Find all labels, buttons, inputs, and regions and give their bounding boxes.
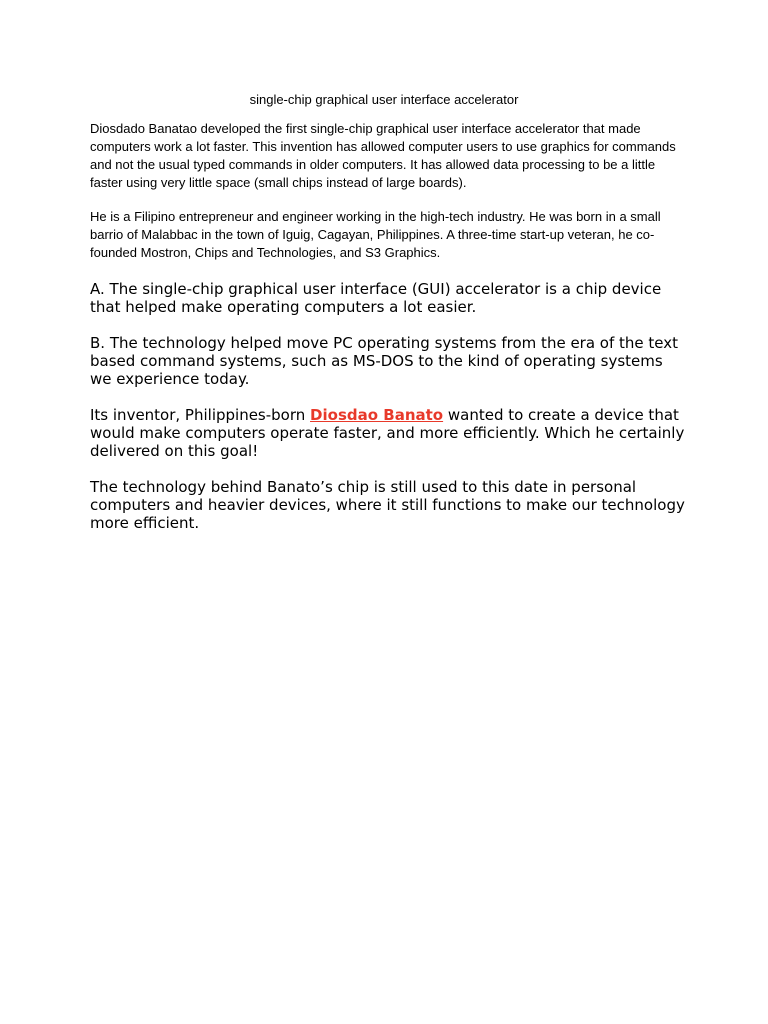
intro-paragraph-2: He is a Filipino entrepreneur and engineer working in the high-tech industry. He was born in a small barrio of Malabbac in the town of Iguig, Cagayan, Philippines. A three-time start-up veteran, he co-founded Mostron, Chips and Technologies, and S3 Graphics. [90, 209, 661, 260]
inventor-link[interactable]: Diosdao Banato [310, 406, 444, 424]
intro-paragraph-1: Diosdado Banatao developed the first single-chip graphical user interface accelerator that made computers work a lot faster. This invention has allowed computer users to use graphics for commands and not the usual typed commands in older computers. It has allowed data processing to be a little faster using very little space (small chips instead of large boards). [90, 121, 676, 190]
document-body [90, 120, 688, 532]
inventor-paragraph [90, 406, 688, 460]
closing-paragraph: The technology behind Banato’s chip is still used to this date in personal computers and heavier devices, where it still functions to make our technology more efficient. [90, 478, 685, 532]
document-title: single-chip graphical user interface accelerator [249, 92, 519, 107]
point-a-paragraph: A. The single-chip graphical user interface (GUI) accelerator is a chip device that helped make operating computers a lot easier. [90, 280, 662, 316]
inventor-text-before: Its inventor, Philippines-born [90, 406, 311, 424]
point-b-paragraph: B. The technology helped move PC operating systems from the era of the text based command systems, such as MS-DOS to the kind of operating systems we experience today. [90, 334, 679, 388]
inventor-text-after: wanted to create a device that would make computers operate faster, and more efficiently. Which he certainly delivered on this goal! [90, 406, 685, 460]
